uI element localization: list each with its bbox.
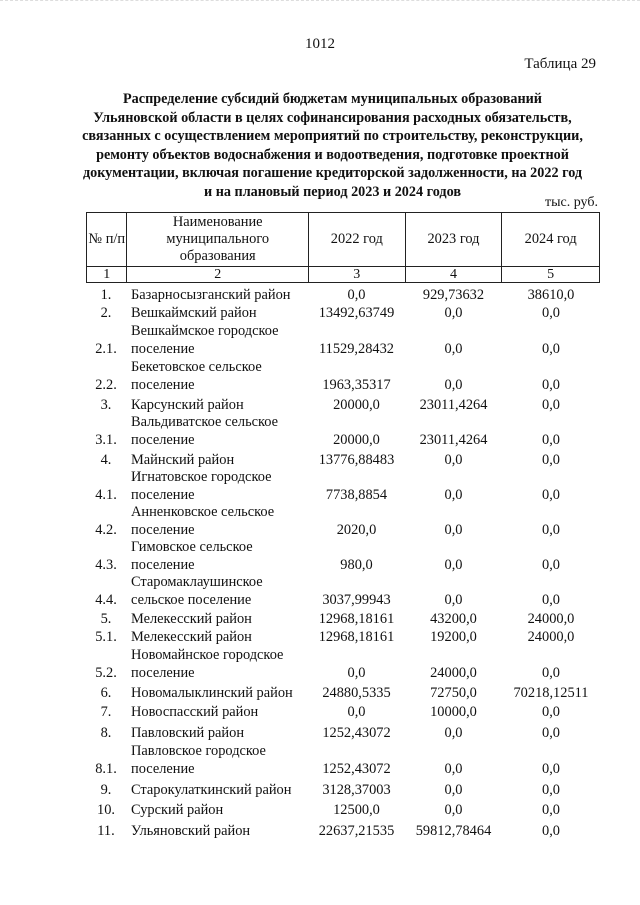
header-2023: 2023 год [405, 213, 502, 267]
value-2024: 0,0 [542, 452, 560, 468]
municipality-name: Павловский район [131, 725, 245, 741]
value-2024: 70218,12511 [513, 685, 589, 701]
municipality-name: Базарносызганский район [131, 287, 291, 303]
table-header [86, 212, 600, 283]
value-2024: 0,0 [542, 761, 560, 777]
value-2024: 0,0 [542, 341, 560, 357]
table-row [0, 451, 640, 469]
value-2024: 0,0 [542, 782, 560, 798]
value-2022: 1252,43072 [322, 725, 391, 741]
value-2022: 13776,88483 [318, 452, 395, 468]
value-2022: 22637,21535 [318, 823, 395, 839]
value-2024: 24000,0 [527, 629, 575, 645]
municipality-name: Гимовское сельское поселение [131, 539, 253, 573]
value-2022: 12968,18161 [318, 629, 395, 645]
municipality-name: Сурский район [131, 802, 224, 818]
value-2023: 24000,0 [430, 665, 477, 681]
municipality-name: Игнатовское городское поселение [131, 469, 272, 503]
value-2024: 0,0 [542, 823, 560, 839]
table-row [0, 304, 640, 322]
municipality-name: Бекетовское сельское поселение [131, 359, 262, 393]
table-row [0, 801, 640, 819]
row-number: 5.1. [95, 629, 117, 645]
row-number: 2.1. [95, 341, 117, 357]
value-2024: 0,0 [542, 487, 560, 503]
value-2024: 0,0 [542, 592, 560, 608]
municipality-name: Новоспасский район [131, 704, 259, 720]
row-number: 3. [100, 397, 112, 413]
value-2024: 0,0 [542, 397, 560, 413]
municipality-name: Анненковское сельское поселение [131, 504, 275, 538]
row-number: 4.1. [95, 487, 117, 503]
value-2024: 0,0 [542, 802, 560, 818]
value-2024: 0,0 [542, 725, 560, 741]
row-number: 11. [97, 823, 115, 839]
municipality-name: Старокулаткинский район [131, 782, 292, 798]
value-2022: 0,0 [347, 287, 366, 303]
units-label: тыс. руб. [545, 195, 598, 210]
value-2023: 0,0 [444, 305, 463, 321]
value-2023: 929,73632 [422, 287, 485, 303]
table-row [0, 413, 640, 449]
municipality-name: Новомайнское городское поселение [131, 647, 284, 681]
value-2023: 0,0 [444, 487, 463, 503]
table-row [0, 396, 640, 414]
value-2022: 3128,37003 [322, 782, 391, 798]
municipality-name: Мелекесский район [131, 629, 252, 645]
row-number: 4.4. [95, 592, 117, 608]
municipality-name: Вешкаймское городское поселение [131, 323, 279, 357]
value-2022: 20000,0 [333, 432, 380, 448]
table-row [0, 703, 640, 721]
municipality-name: Вальдиватское сельское поселение [131, 414, 279, 448]
value-2022: 980,0 [340, 557, 373, 573]
value-2022: 1252,43072 [322, 761, 391, 777]
table-row [0, 742, 640, 778]
row-number: 7. [100, 704, 112, 720]
value-2022: 3037,99943 [322, 592, 391, 608]
value-2022: 24880,5335 [322, 685, 391, 701]
header-num: № п/п [87, 213, 127, 267]
table-row [0, 573, 640, 609]
table-row [0, 646, 640, 682]
value-2024: 0,0 [542, 704, 560, 720]
value-2023: 0,0 [444, 522, 463, 538]
row-number: 2.2. [95, 377, 117, 393]
document-title: Распределение субсидий бюджетам муниципальных образований Ульяновской области в целях софинансирования расходных обязательств, связанных с осуществлением мероприятий по строительству, реконструкции, ремонту объектов водоснабжения и водоотведения, подготовке проектной документации, включая погашение кредиторской задолженности, на 2022 год и на плановый период 2023 и 2024 годов [82, 91, 583, 200]
value-2023: 72750,0 [430, 685, 477, 701]
value-2022: 20000,0 [333, 397, 380, 413]
row-number: 4.2. [95, 522, 117, 538]
value-2022: 13492,63749 [318, 305, 395, 321]
row-number: 9. [100, 782, 112, 798]
header-2024: 2024 год [502, 213, 600, 267]
value-2023: 19200,0 [430, 629, 477, 645]
value-2022: 11529,28432 [318, 341, 395, 357]
value-2023: 0,0 [444, 592, 463, 608]
value-2023: 0,0 [444, 802, 463, 818]
municipality-name: Мелекесский район [131, 611, 252, 627]
row-number: 2. [100, 305, 112, 321]
value-2023: 0,0 [444, 377, 463, 393]
municipality-name: Ульяновский район [131, 823, 251, 839]
value-2022: 12968,18161 [318, 611, 395, 627]
column-index: 3 [308, 267, 405, 283]
value-2024: 0,0 [542, 665, 560, 681]
column-index: 5 [502, 267, 600, 283]
table-row [0, 468, 640, 504]
table-row [0, 286, 640, 304]
value-2023: 0,0 [444, 341, 463, 357]
value-2023: 0,0 [444, 782, 463, 798]
table-row [0, 358, 640, 394]
value-2024: 0,0 [542, 377, 560, 393]
table-row [0, 322, 640, 358]
value-2023: 59812,78464 [415, 823, 492, 839]
header-2022: 2022 год [308, 213, 405, 267]
table-row [0, 610, 640, 628]
value-2022: 7738,8854 [325, 487, 388, 503]
row-number: 3.1. [95, 432, 117, 448]
table-row [0, 503, 640, 539]
row-number: 5.2. [95, 665, 117, 681]
value-2022: 2020,0 [336, 522, 377, 538]
value-2023: 23011,4264 [419, 397, 488, 413]
table-row [0, 628, 640, 646]
municipality-name: Майнский район [131, 452, 235, 468]
value-2022: 0,0 [347, 665, 366, 681]
page-number: 1012 [305, 36, 335, 52]
value-2022: 12500,0 [333, 802, 380, 818]
table-row [0, 781, 640, 799]
value-2023: 0,0 [444, 725, 463, 741]
row-number: 10. [97, 802, 115, 818]
header-name: Наименование муниципального образования [127, 213, 308, 267]
row-number: 1. [100, 287, 112, 303]
row-number: 6. [100, 685, 112, 701]
value-2024: 0,0 [542, 305, 560, 321]
value-2023: 23011,4264 [419, 432, 488, 448]
row-number: 4.3. [95, 557, 117, 573]
table-row [0, 684, 640, 702]
value-2024: 0,0 [542, 557, 560, 573]
row-number: 8.1. [95, 761, 117, 777]
value-2024: 0,0 [542, 522, 560, 538]
municipality-name: Новомалыклинский район [131, 685, 293, 701]
column-index: 2 [127, 267, 308, 283]
table-row [0, 724, 640, 742]
value-2023: 10000,0 [430, 704, 477, 720]
municipality-name: Старомаклаушинское сельское поселение [131, 574, 263, 608]
table-row [0, 822, 640, 840]
value-2024: 24000,0 [527, 611, 575, 627]
value-2023: 0,0 [444, 452, 463, 468]
value-2023: 43200,0 [430, 611, 477, 627]
table-label: Таблица 29 [524, 56, 596, 72]
column-index: 4 [405, 267, 502, 283]
table-row [0, 538, 640, 574]
scan-edge [0, 0, 640, 1]
value-2023: 0,0 [444, 557, 463, 573]
row-number: 8. [100, 725, 112, 741]
value-2024: 0,0 [542, 432, 560, 448]
municipality-name: Карсунский район [131, 397, 244, 413]
value-2022: 1963,35317 [322, 377, 391, 393]
value-2022: 0,0 [347, 704, 366, 720]
value-2023: 0,0 [444, 761, 463, 777]
value-2024: 38610,0 [527, 287, 575, 303]
row-number: 5. [100, 611, 112, 627]
municipality-name: Вешкаймский район [131, 305, 257, 321]
column-index: 1 [87, 267, 127, 283]
municipality-name: Павловское городское поселение [131, 743, 266, 777]
row-number: 4. [100, 452, 112, 468]
